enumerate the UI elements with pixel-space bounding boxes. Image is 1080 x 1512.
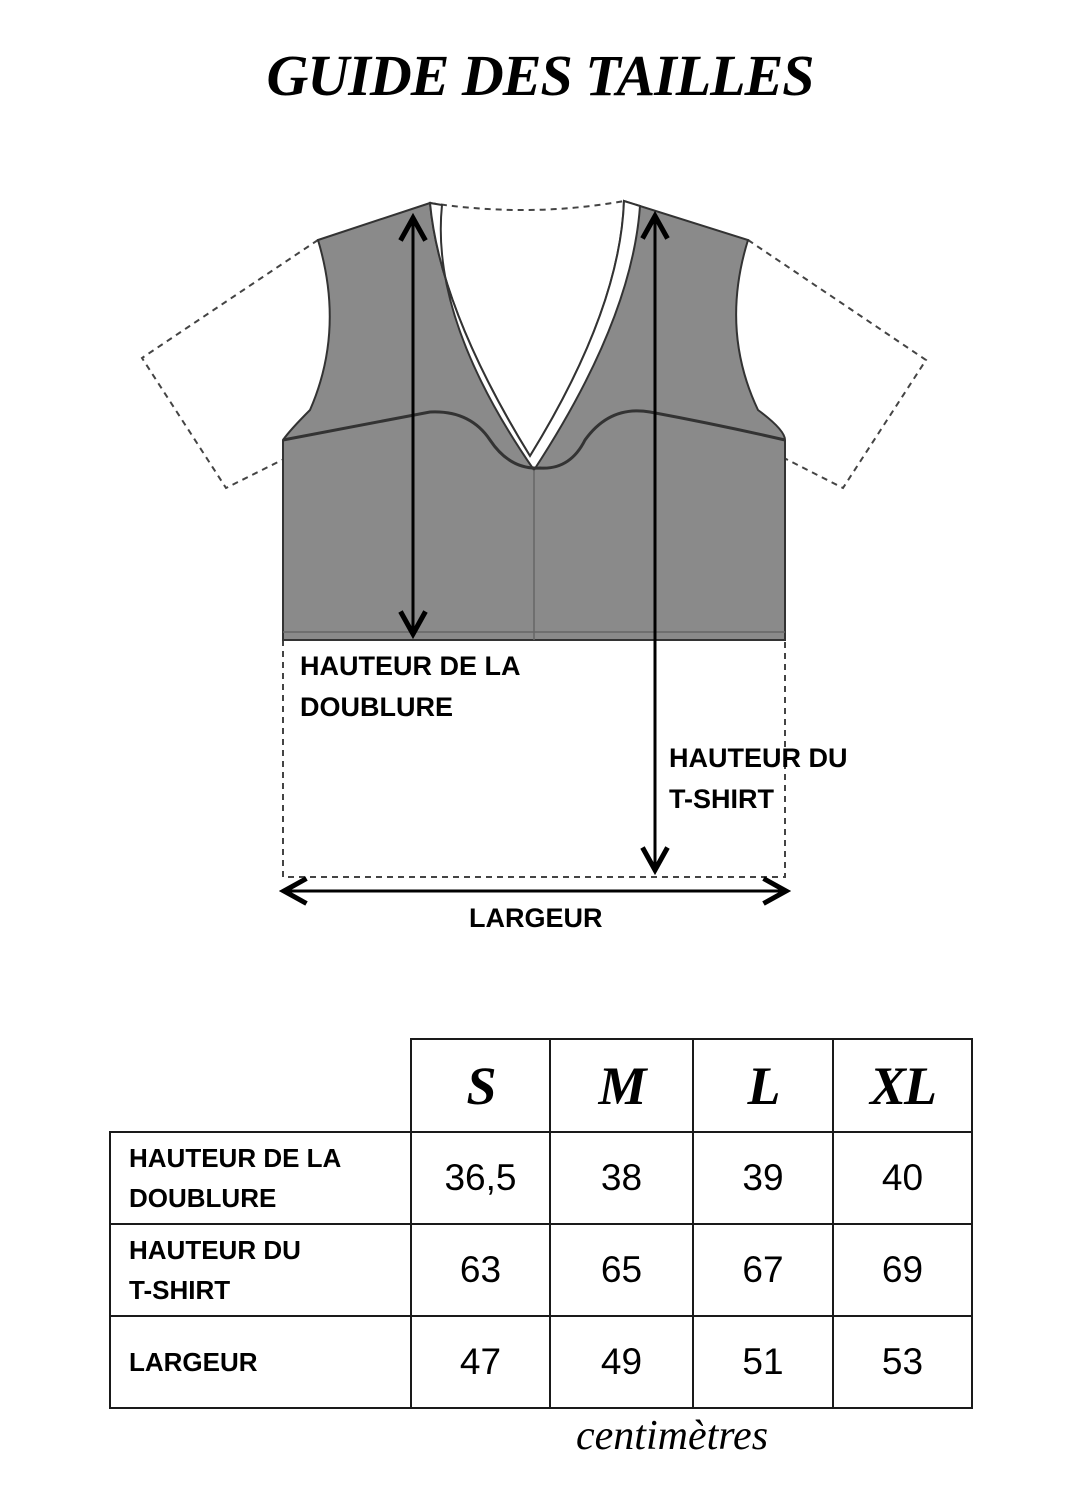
size-header: XL: [833, 1039, 972, 1132]
row-label: LARGEUR: [110, 1316, 411, 1408]
table-cell: 51: [693, 1316, 833, 1408]
table-cell: 67: [693, 1224, 833, 1316]
row-label: HAUTEUR DE LA DOUBLURE: [110, 1132, 411, 1224]
unit-label: centimètres: [576, 1413, 769, 1459]
table-cell: 47: [411, 1316, 550, 1408]
table-cell: 65: [550, 1224, 693, 1316]
row-label: HAUTEUR DU T-SHIRT: [110, 1224, 411, 1316]
empty-corner-cell: [110, 1039, 411, 1132]
lining-height-label: HAUTEUR DE LA DOUBLURE: [300, 651, 521, 722]
lining-panel: [283, 201, 785, 640]
table-cell: 63: [411, 1224, 550, 1316]
table-cell: 39: [693, 1132, 833, 1224]
table-cell: 36,5: [411, 1132, 550, 1224]
table-cell: 69: [833, 1224, 972, 1316]
table-header-row: [110, 1039, 972, 1132]
table-cell: 49: [550, 1316, 693, 1408]
table-row: [110, 1132, 972, 1224]
table-cell: 40: [833, 1132, 972, 1224]
page-title: GUIDE DES TAILLES: [266, 43, 814, 108]
tshirt-height-label: HAUTEUR DU T-SHIRT: [669, 743, 848, 814]
width-label: LARGEUR: [469, 903, 603, 933]
table-row: [110, 1224, 972, 1316]
table-cell: 53: [833, 1316, 972, 1408]
size-header: S: [411, 1039, 550, 1132]
table-row: [110, 1316, 972, 1408]
size-header: M: [550, 1039, 693, 1132]
size-header: L: [693, 1039, 833, 1132]
size-table: [109, 1038, 973, 1409]
table-cell: 38: [550, 1132, 693, 1224]
